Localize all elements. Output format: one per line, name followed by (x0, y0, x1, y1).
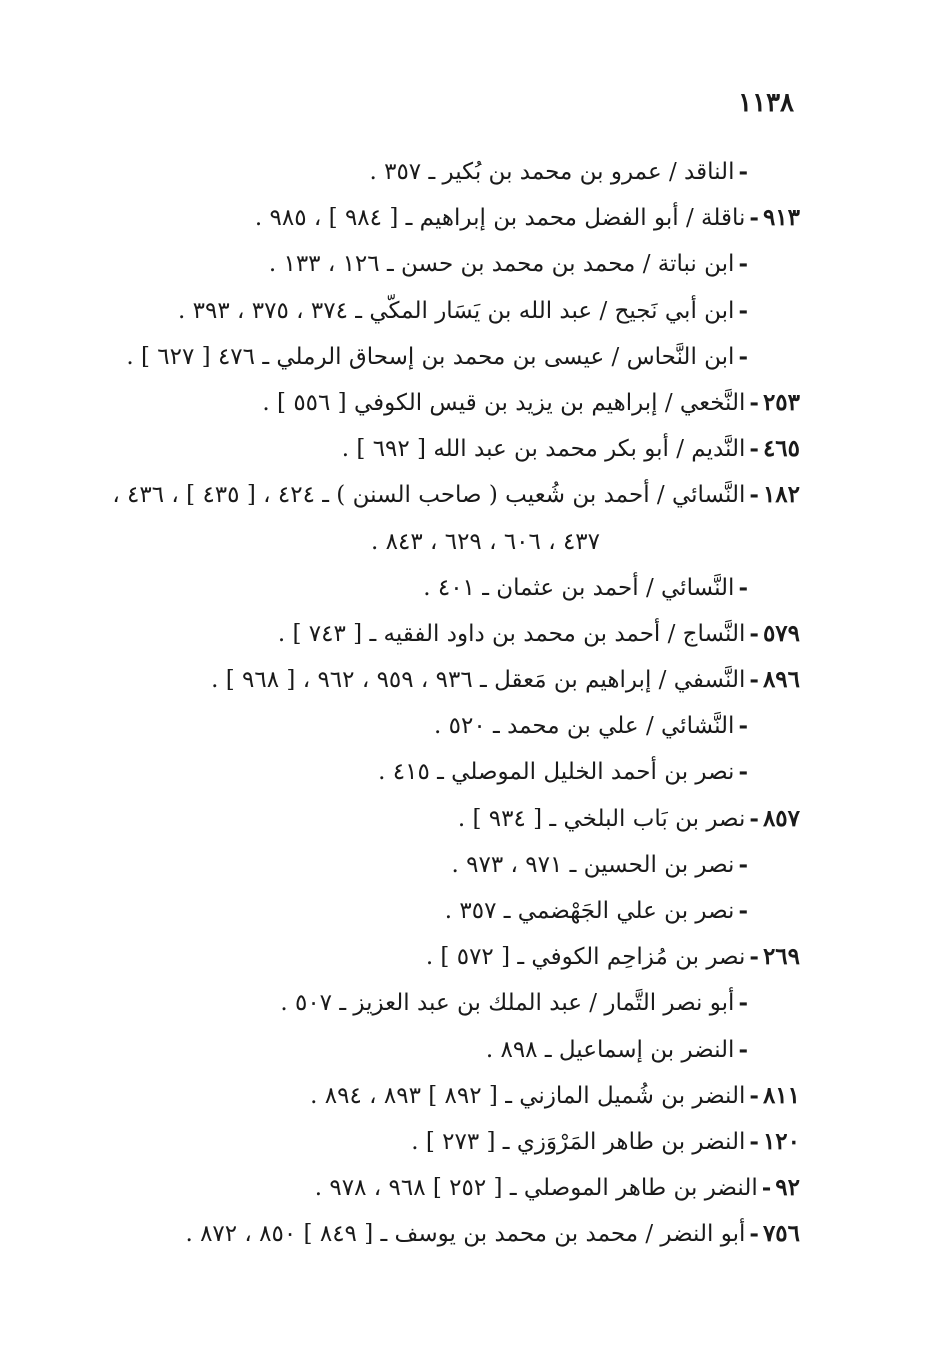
index-entry (90, 706, 800, 752)
entry-number: ٨٩٦ (762, 666, 800, 694)
index-entry (90, 198, 800, 244)
entry-dash: - (738, 250, 748, 278)
entry-text: النضر بن طاهر المَرْوَزي ـ [ ٢٧٣ ] . (411, 1128, 746, 1155)
index-entry (90, 429, 800, 475)
index-entry (90, 1214, 800, 1260)
entry-number: ٧٥٦ (762, 1220, 800, 1248)
entry-dash: - (738, 342, 748, 370)
entry-text: النَّساج / أحمد بن محمد بن داود الفقيه ـ [ ٧٤٣ ] . (277, 620, 746, 647)
entry-text: ابن النَّحاس / عيسى بن محمد بن إسحاق الرملي ـ ٤٧٦ [ ٦٢٧ ] . (126, 343, 735, 370)
index-entry (90, 1030, 800, 1076)
entry-dash: - (749, 804, 759, 832)
entry-dash: - (749, 481, 759, 509)
index-entry (90, 983, 800, 1029)
entry-dash: - (749, 1220, 759, 1248)
entry-dash: - (761, 1174, 772, 1202)
entry-number: ١٨٢ (762, 481, 800, 509)
entry-dash: - (749, 388, 759, 416)
entry-text: نصر بن مُزاحِم الكوفي ـ [ ٥٧٢ ] . (425, 944, 746, 971)
entry-text: النَّخعي / إبراهيم بن يزيد بن قيس الكوفي [ ٥٥٦ ] . (262, 389, 746, 416)
index-entry (90, 614, 800, 660)
index-entry (90, 752, 800, 798)
entry-dash: - (738, 758, 748, 786)
entry-text: الناقد / عمرو بن محمد بن بُكير ـ ٣٥٧ . (369, 159, 735, 185)
index-entry (90, 244, 800, 290)
index-entry (90, 845, 800, 891)
index-entry (90, 891, 800, 937)
entry-dash: - (738, 897, 748, 924)
index-entry (90, 1168, 800, 1214)
entry-text: النضر بن طاهر الموصلي ـ [ ٢٥٢ ] ٩٦٨ ، ٩٧٨ . (314, 1175, 758, 1202)
entry-dash: - (749, 1081, 759, 1109)
entry-dash: - (749, 1127, 759, 1155)
entry-text: ٤٣٧ ، ٦٠٦ ، ٦٢٩ ، ٨٤٣ . (370, 528, 600, 555)
entry-text: نصر بن بَاب البلخي ـ [ ٩٣٤ ] . (457, 805, 746, 832)
index-entry (90, 568, 800, 614)
entry-number: ٢٥٣ (762, 388, 800, 416)
entry-text: النضر بن شُميل المازني ـ [ ٨٩٢ ] ٨٩٣ ، ٨٩٤ . (310, 1082, 746, 1109)
entry-dash: - (749, 943, 759, 971)
index-entry (90, 660, 800, 706)
index-entry (90, 937, 800, 983)
index-entry (90, 1122, 800, 1168)
index-entry (90, 291, 800, 337)
index-entries (90, 152, 800, 1261)
index-entry (90, 475, 800, 521)
entry-text: النضر بن إسماعيل ـ ٨٩٨ . (485, 1036, 735, 1063)
entry-text: ابن نباتة / محمد بن محمد بن حسن ـ ١٢٦ ، ١٣٣ . (268, 251, 735, 278)
entry-number: ٩٢ (775, 1174, 800, 1202)
entry-dash: - (749, 666, 759, 694)
index-entry (90, 1076, 800, 1122)
index-entry (90, 799, 800, 845)
entry-number: ١٢٠ (762, 1127, 800, 1155)
entry-number: ٨٥٧ (762, 804, 800, 832)
index-entry (90, 152, 800, 198)
entry-text: النَّسفي / إبراهيم بن مَعقل ـ ٩٣٦ ، ٩٥٩ ، ٩٦٢ ، [ ٩٦٨ ] . (211, 667, 746, 694)
entry-text: النَّشائي / علي بن محمد ـ ٥٢٠ . (434, 713, 735, 740)
entry-dash: - (738, 712, 748, 740)
entry-text: النَّسائي / أحمد بن عثمان ـ ٤٠١ . (423, 574, 735, 601)
entry-dash: - (749, 435, 759, 463)
entry-text: نصر بن الحسين ـ ٩٧١ ، ٩٧٣ . (451, 851, 735, 878)
entry-dash: - (738, 1035, 748, 1063)
entry-text: ابن أبي نَجيح / عبد الله بن يَسَار المكّي ـ ٣٧٤ ، ٣٧٥ ، ٣٩٣ . (178, 297, 735, 324)
index-entry (90, 383, 800, 429)
page-number: ١١٣٨ (738, 88, 794, 118)
entry-text: ناقلة / أبو الفضل محمد بن إبراهيم ـ [ ٩٨٤ ] ، ٩٨٥ . (254, 205, 746, 232)
entry-dash: - (738, 989, 748, 1017)
entry-text: النَّسائي / أحمد بن شُعيب ( صاحب السنن ) ـ ٤٢٤ ، [ ٤٣٥ ] ، ٤٣٦ ، (112, 482, 746, 509)
entry-text: نصر بن أحمد الخليل الموصلي ـ ٤١٥ . (378, 759, 735, 786)
entry-number: ٨١١ (762, 1081, 800, 1109)
entry-text: نصر بن علي الجَهْضمي ـ ٣٥٧ . (444, 898, 735, 924)
entry-text: أبو النضر / محمد بن محمد بن يوسف ـ [ ٨٤٩ ] ٨٥٠ ، ٨٧٢ . (185, 1221, 746, 1248)
entry-dash: - (738, 850, 748, 878)
index-entry (90, 337, 800, 383)
entry-dash: - (738, 158, 748, 185)
entry-dash: - (738, 573, 748, 601)
entry-text: النَّديم / أبو بكر محمد بن عبد الله [ ٦٩٢ ] . (341, 436, 746, 463)
entry-number: ٤٦٥ (762, 435, 800, 463)
entry-dash: - (749, 204, 759, 232)
entry-number: ٢٦٩ (762, 943, 800, 971)
index-entry (90, 522, 800, 568)
entry-dash: - (749, 619, 759, 647)
entry-number: ٩١٣ (762, 204, 800, 232)
entry-dash: - (738, 296, 748, 324)
entry-text: أبو نصر التَّمار / عبد الملك بن عبد العزيز ـ ٥٠٧ . (280, 990, 735, 1017)
entry-number: ٥٧٩ (762, 619, 800, 647)
